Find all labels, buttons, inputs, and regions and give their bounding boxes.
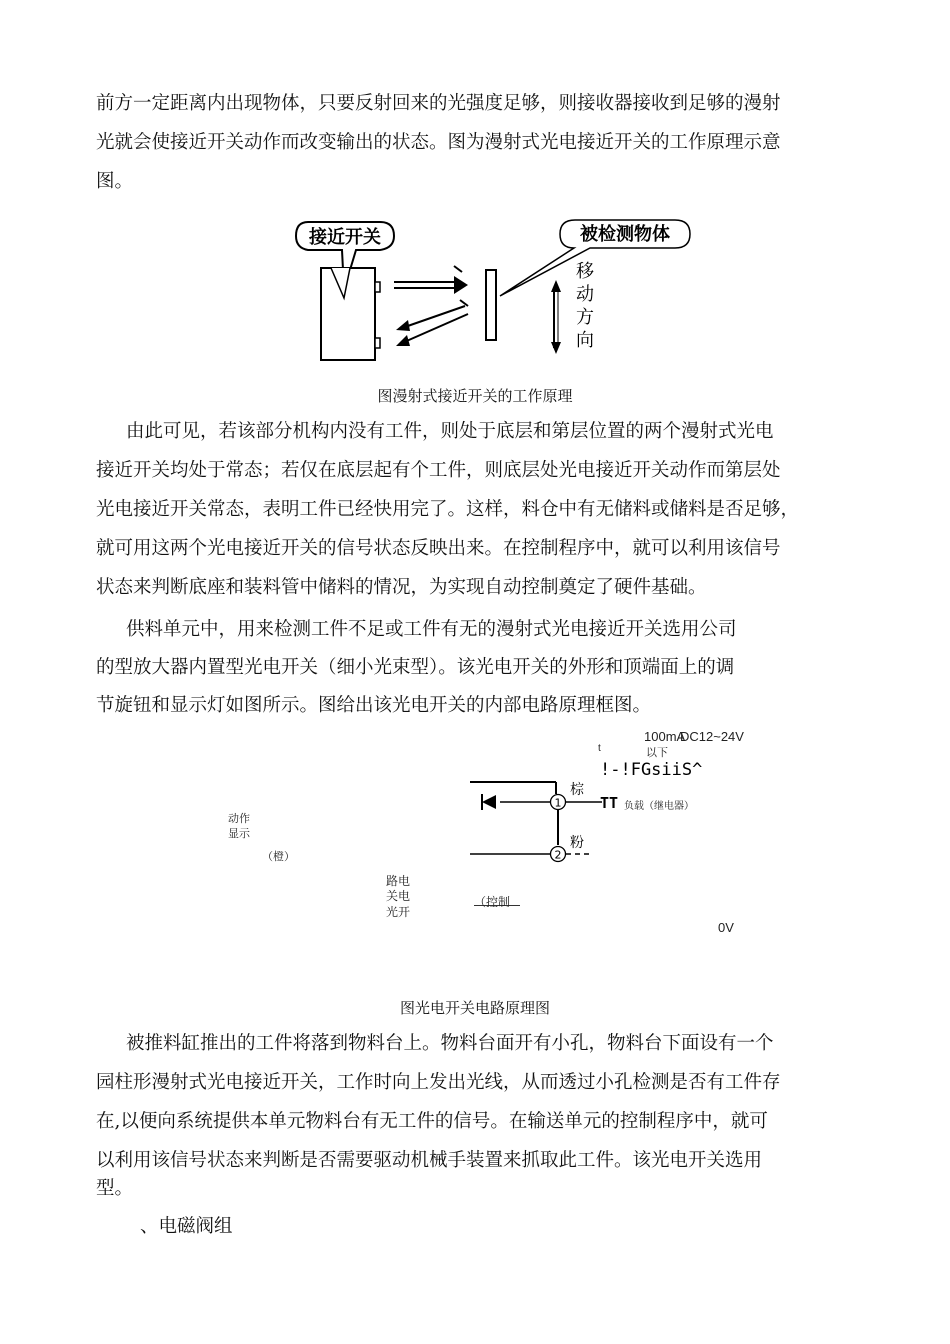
reflected-beam bbox=[402, 314, 468, 343]
t-mark: t bbox=[598, 743, 601, 754]
paragraph-line: 由此可见，若该部分机构内没有工件，则处于底层和第层位置的两个漫射式光电 bbox=[126, 421, 774, 442]
control-label: （控制 bbox=[474, 893, 520, 906]
display-label: 显示 bbox=[228, 828, 250, 840]
object-label: 被检测物体 bbox=[580, 224, 670, 245]
reflected-beam-arrowhead bbox=[396, 335, 410, 346]
terminal-2-label: 2 bbox=[554, 848, 562, 862]
paragraph-line: 园柱形漫射式光电接近开关，工作时向上发出光线，从而透过小孔检测是否有工件存 bbox=[96, 1072, 781, 1093]
diode-symbol bbox=[482, 795, 496, 809]
voltage-rating: DC12~24V bbox=[680, 729, 744, 744]
paragraph-line: 在,以便向系统提供本单元物料台有无工件的信号。在输送单元的控制程序中，就可 bbox=[96, 1111, 768, 1132]
section-heading: 、电磁阀组 bbox=[140, 1216, 233, 1237]
load-label: 负载（继电器） bbox=[624, 801, 694, 812]
switch-label: 接近开关 bbox=[309, 227, 381, 248]
reflected-beam-arrowhead bbox=[396, 320, 410, 331]
paragraph-line: 型。 bbox=[96, 1178, 134, 1199]
paragraph-line: 供料单元中，用来检测工件不足或工件有无的漫射式光电接近开关选用公司 bbox=[126, 619, 737, 640]
paragraph-line: 状态来判断底座和装料管中储料的情况，为实现自动控制奠定了硬件基础。 bbox=[96, 577, 707, 598]
direction-char: 动 bbox=[576, 284, 594, 305]
paragraph-line: 被推料缸推出的工件将落到物料台上。物料台面开有小孔，物料台下面设有一个 bbox=[126, 1033, 774, 1054]
figure-caption: 图漫射式接近开关的工作原理 bbox=[377, 387, 573, 405]
figure-caption: 图光电开关电路原理图 bbox=[399, 999, 550, 1017]
current-rating: 100mA bbox=[644, 729, 686, 744]
wire-color-brown: 棕 bbox=[570, 781, 584, 797]
movement-arrowhead-up bbox=[551, 280, 561, 292]
movement-arrowhead-down bbox=[551, 342, 561, 354]
direction-char: 方 bbox=[576, 307, 594, 328]
paragraph-line: 的型放大器内置型光电开关（细小光束型）。该光电开关的外形和顶端面上的调 bbox=[96, 657, 735, 678]
paragraph-line: 接近开关均处于常态；若仅在底层起有个工件，则底层处光电接近开关动作而第层处 bbox=[96, 460, 781, 481]
main-circuit-label: 光开 bbox=[386, 905, 411, 919]
paragraph-line: 光电接近开关常态，表明工件已经快用完了。这样，料仓中有无储料或储料是否足够， bbox=[96, 499, 800, 520]
orange-label: （橙） bbox=[262, 851, 295, 863]
direction-char: 向 bbox=[576, 330, 594, 351]
tt-mark: TT bbox=[600, 794, 619, 812]
switch-indicator-bottom bbox=[375, 338, 380, 348]
wire-color-pink: 粉 bbox=[570, 834, 584, 850]
scatter-dash bbox=[460, 300, 468, 306]
direction-char: 移 bbox=[576, 261, 594, 282]
diffuse-switch-diagram bbox=[290, 210, 710, 370]
scatter-dash bbox=[454, 266, 462, 272]
reflected-beam bbox=[402, 306, 465, 328]
garbled-text: !-!FGsiiS^ bbox=[600, 760, 703, 780]
paragraph-line: 以利用该信号状态来判断是否需要驱动机械手装置来抓取此工件。该光电开关选用 bbox=[96, 1150, 763, 1171]
paragraph-line: 光就会使接近开关动作而改变输出的状态。图为漫射式光电接近开关的工作原理示意 bbox=[96, 132, 781, 153]
switch-indicator-top bbox=[375, 282, 380, 292]
paragraph-line: 前方一定距离内出现物体，只要反射回来的光强度足够，则接收器接收到足够的漫射 bbox=[96, 93, 781, 114]
paragraph-line: 节旋钮和显示灯如图所示。图给出该光电开关的内部电路原理框图。 bbox=[96, 695, 652, 716]
below-label: 以下 bbox=[646, 747, 668, 759]
paragraph-line: 就可用这两个光电接近开关的信号状态反映出来。在控制程序中，就可以利用该信号 bbox=[96, 538, 781, 559]
emitted-beam-arrowhead bbox=[454, 276, 468, 294]
zero-volt-label: 0V bbox=[718, 920, 734, 935]
paragraph-line: 图。 bbox=[96, 171, 134, 192]
action-label: 动作 bbox=[228, 813, 250, 825]
main-circuit-label: 路电 bbox=[386, 874, 411, 888]
terminal-1-label: 1 bbox=[554, 796, 562, 810]
main-circuit-label: 关电 bbox=[386, 889, 411, 903]
switch-circuit-diagram bbox=[470, 770, 610, 870]
detected-object bbox=[486, 270, 496, 340]
